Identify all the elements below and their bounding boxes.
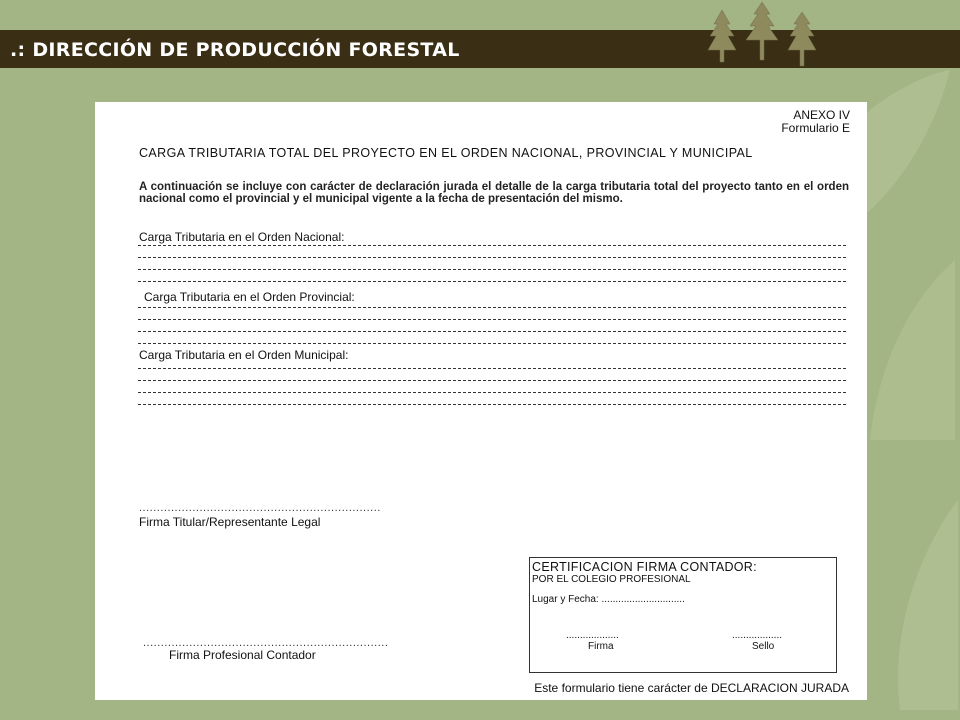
fill-line (138, 319, 846, 320)
fill-line (138, 307, 846, 308)
intro-paragraph: A continuación se incluye con carácter de declaración jurada el detalle de la carga tributaria total del proyecto tanto en el orden nacional como el provincial y el municipal vigente a la fecha de presentación del mismo. (139, 181, 849, 205)
firma-label: Firma (588, 641, 614, 652)
place-date-label: Lugar y Fecha: (532, 594, 599, 605)
fill-line (138, 343, 846, 344)
section-national-label: Carga Tributaria en el Orden Nacional: (139, 230, 345, 244)
fill-line (138, 368, 846, 369)
sello-label: Sello (752, 641, 775, 652)
document-title: CARGA TRIBUTARIA TOTAL DEL PROYECTO EN EL ORDEN NACIONAL, PROVINCIAL Y MUNICIPAL (139, 146, 753, 160)
certification-title: CERTIFICACION FIRMA CONTADOR: (532, 560, 757, 574)
fill-line (138, 380, 846, 381)
sello-line: .................. (732, 630, 783, 641)
leaf-decoration-right (860, 250, 960, 450)
fill-line (138, 331, 846, 332)
place-date-field (532, 594, 685, 605)
fill-line (138, 269, 846, 270)
holder-signature-line: .................................................................... (139, 502, 381, 514)
page-title: .: DIRECCIÓN DE PRODUCCIÓN FORESTAL (10, 39, 460, 61)
certification-subtitle: POR EL COLEGIO PROFESIONAL (532, 574, 691, 585)
annex-label: ANEXO IV (793, 108, 850, 122)
section-provincial-label: Carga Tributaria en el Orden Provincial: (144, 290, 355, 304)
fill-line (138, 245, 846, 246)
holder-signature-label: Firma Titular/Representante Legal (139, 515, 321, 529)
accountant-signature-label: Firma Profesional Contador (169, 648, 316, 662)
fill-line (138, 281, 846, 282)
document-scan (95, 102, 867, 700)
firma-line: ................... (566, 630, 619, 641)
annex-heading (781, 109, 850, 135)
fill-line (138, 404, 846, 405)
place-date-dots: .............................. (601, 594, 685, 605)
leaf-decoration-bottom (880, 480, 960, 720)
pine-trees-icon (700, 0, 830, 70)
fill-line (138, 392, 846, 393)
fill-line (138, 257, 846, 258)
form-label: Formulario E (781, 121, 850, 135)
accountant-signature-line: ..................................................................... (143, 637, 389, 649)
sworn-declaration-note: Este formulario tiene carácter de DECLARACION JURADA (534, 681, 849, 695)
certification-box (529, 557, 837, 673)
section-municipal-label: Carga Tributaria en el Orden Municipal: (139, 348, 349, 362)
